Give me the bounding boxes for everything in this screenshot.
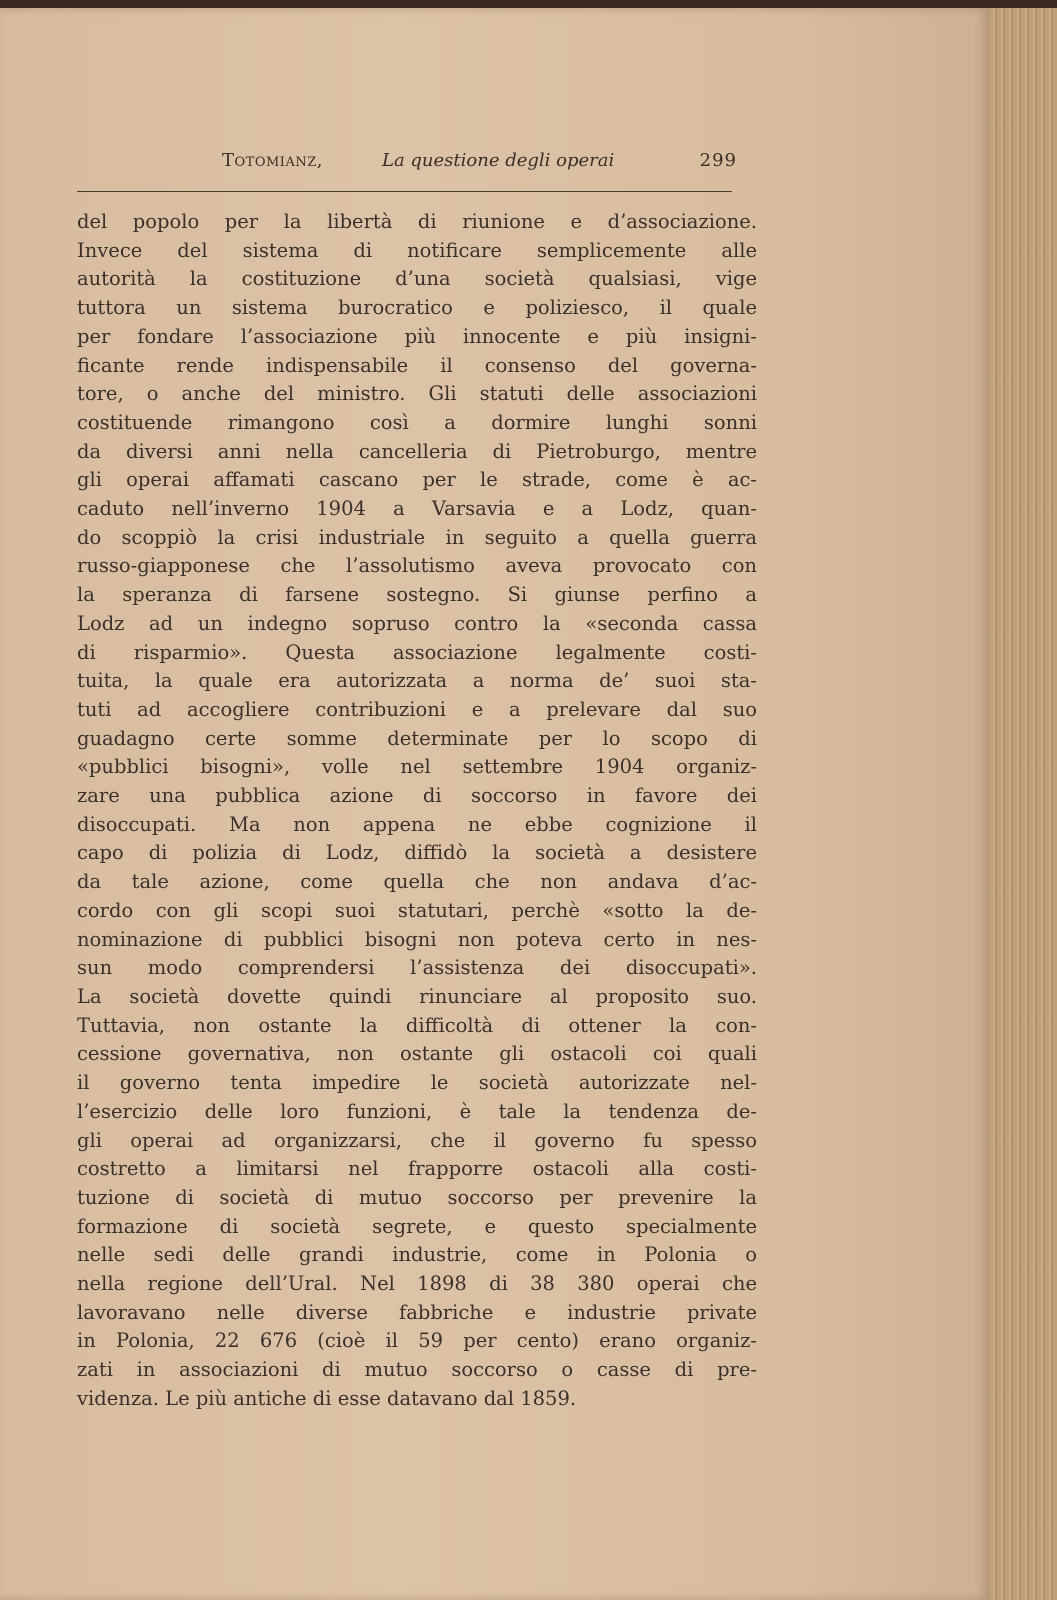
text-line: gli operai affamati cascano per le strade, come è ac- <box>77 468 757 492</box>
text-line: zati in associazioni di mutuo soccorso o casse di pre- <box>77 1358 757 1382</box>
text-line: costretto a limitarsi nel frapporre ostacoli alla costi- <box>77 1157 757 1181</box>
header-author: Totomianz, <box>222 150 323 171</box>
text-line: La società dovette quindi rinunciare al proposito suo. <box>77 984 757 1008</box>
text-line: la speranza di farsene sostegno. Si giunse perfino a <box>77 583 757 607</box>
text-line: do scoppiò la crisi industriale in seguito a quella guerra <box>77 525 757 549</box>
text-line: «pubblici bisogni», volle nel settembre 1904 organiz- <box>77 755 757 779</box>
text-line: cessione governativa, non ostante gli ostacoli coi quali <box>77 1042 757 1066</box>
text-line: da diversi anni nella cancelleria di Pietroburgo, mentre <box>77 439 757 463</box>
text-line: nominazione di pubblici bisogni non poteva certo in nes- <box>77 927 757 951</box>
text-line: per fondare l’associazione più innocente e più insigni- <box>77 324 757 348</box>
text-line: disoccupati. Ma non appena ne ebbe cognizione il <box>77 812 757 836</box>
text-line: tuttora un sistema burocratico e poliziesco, il quale <box>77 296 757 320</box>
text-line: caduto nell’inverno 1904 a Varsavia e a Lodz, quan- <box>77 497 757 521</box>
running-head <box>77 150 737 176</box>
text-line: da tale azione, come quella che non andava d’ac- <box>77 870 757 894</box>
text-line: tuti ad accogliere contribuzioni e a prelevare dal suo <box>77 697 757 721</box>
text-line: zare una pubblica azione di soccorso in favore dei <box>77 784 757 808</box>
text-line: costituende rimangono così a dormire lunghi sonni <box>77 410 757 434</box>
text-line: Tuttavia, non ostante la difficoltà di ottener la con- <box>77 1013 757 1037</box>
text-line: Invece del sistema di notificare semplicemente alle <box>77 238 757 262</box>
text-line: ficante rende indispensabile il consenso del governa- <box>77 353 757 377</box>
header-rule <box>77 191 732 192</box>
text-line: in Polonia, 22 676 (cioè il 59 per cento) erano organiz- <box>77 1329 757 1353</box>
header-title: La questione degli operai <box>382 150 615 171</box>
text-line: di risparmio». Questa associazione legalmente costi- <box>77 640 757 664</box>
text-line: cordo con gli scopi suoi statutari, perchè «sotto la de- <box>77 898 757 922</box>
text-line: gli operai ad organizzarsi, che il governo fu spesso <box>77 1128 757 1152</box>
text-line: capo di polizia di Lodz, diffidò la società a desistere <box>77 841 757 865</box>
text-line: videnza. Le più antiche di esse datavano dal 1859. <box>77 1386 577 1410</box>
text-line: autorità la costituzione d’una società qualsiasi, vige <box>77 267 757 291</box>
text-line: nelle sedi delle grandi industrie, come in Polonia o <box>77 1243 757 1267</box>
text-line: il governo tenta impedire le società autorizzate nel- <box>77 1071 757 1095</box>
text-line: Lodz ad un indegno sopruso contro la «seconda cassa <box>77 611 757 635</box>
text-line: guadagno certe somme determinate per lo scopo di <box>77 726 757 750</box>
text-line: sun modo comprendersi l’assistenza dei disoccupati». <box>77 956 757 980</box>
text-line: tuita, la quale era autorizzata a norma de’ suoi sta- <box>77 669 757 693</box>
top-border <box>0 0 1057 8</box>
text-line: del popolo per la libertà di riunione e d’associazione. <box>77 210 757 233</box>
text-line: l’esercizio delle loro funzioni, è tale la tendenza de- <box>77 1099 757 1123</box>
text-line: tore, o anche del ministro. Gli statuti delle associazioni <box>77 382 757 406</box>
text-line: nella regione dell’Ural. Nel 1898 di 38 380 operai che <box>77 1272 757 1296</box>
text-line: formazione di società segrete, e questo specialmente <box>77 1214 757 1238</box>
page-edges <box>990 8 1057 1600</box>
text-line: tuzione di società di mutuo soccorso per prevenire la <box>77 1185 757 1209</box>
page-number: 299 <box>699 150 737 171</box>
text-line: lavoravano nelle diverse fabbriche e industrie private <box>77 1300 757 1324</box>
text-line: russo-giapponese che l’assolutismo aveva provocato con <box>77 554 757 578</box>
body-text <box>77 208 757 1414</box>
